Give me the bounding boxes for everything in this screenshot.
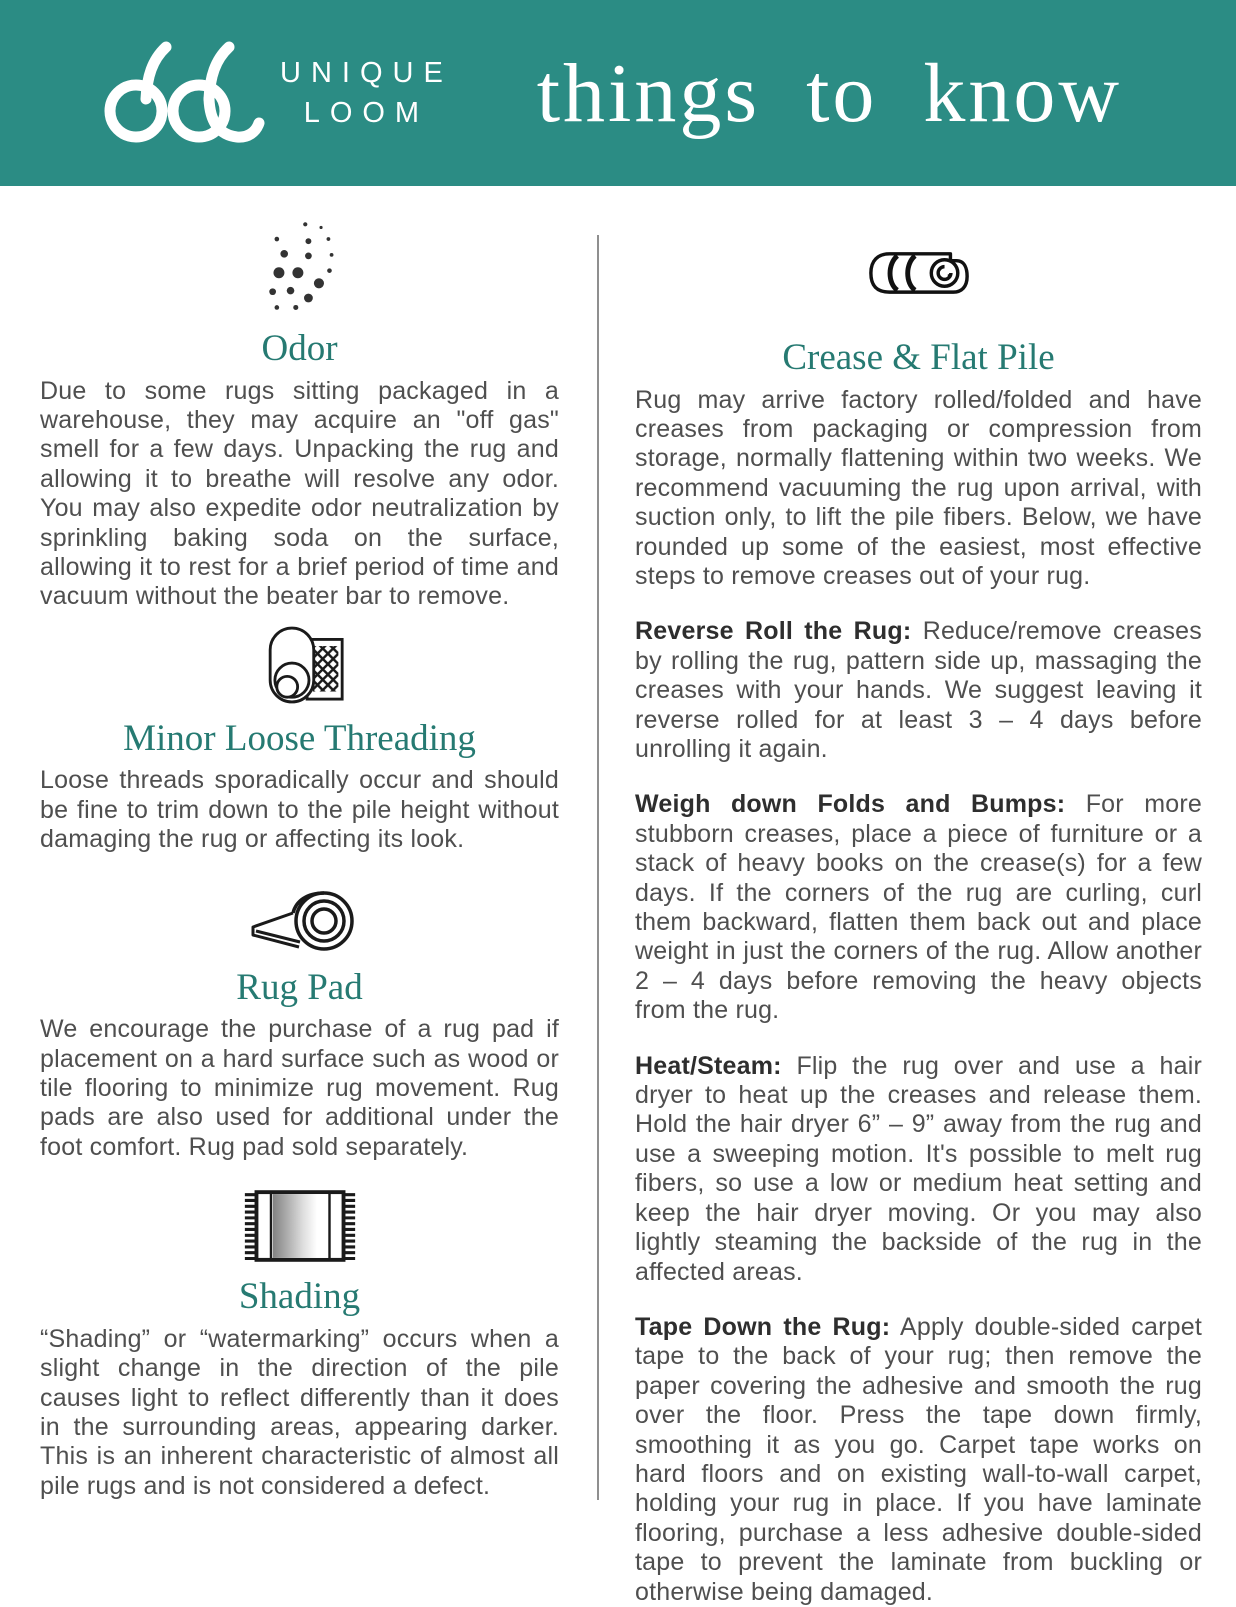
tip-weigh-down [635,790,1202,1025]
section-heading-crease: Crease & Flat Pile [782,337,1055,378]
tip-label-heat-steam: Heat/Steam: [635,1051,782,1080]
section-heading-rug-pad: Rug Pad [236,966,363,1008]
tip-text-tape-down: Apply double-sided carpet tape to the back of your rug; then remove the paper covering the adhesive and smooth the rug over the floor. Press the tape down firmly, smoothing it as you go. Carpet tape works on hard floors and on existing wall-to-wall carpet, holding your rug in place. If you have laminate flooring, purchase a less adhesive double-sided tape to prevent the laminate from buckling or otherwise being damaged. [635,1312,1202,1606]
tip-tape-down [635,1313,1202,1607]
section-heading-shading: Shading [238,1276,361,1318]
section-body-odor: Due to some rugs sitting packaged in a warehouse, they may acquire an "off gas" smell for a few days. Unpacking the rug and allowing it to breathe will resolve any odor. You may also expedite odor neutralization by sprinkling baking soda on the surface, allowing it to rest for a brief period of time and vacuum without the beater bar to remove. [40,376,559,611]
section-intro-crease: Rug may arrive factory rolled/folded and have creases from packaging or compression from storage, normally flattening within two weeks. We recommend vacuuming the rug upon arrival, with suction only, to lift the pile fibers. Below, we have rounded up some of the easiest, most effective steps to remove creases out of your rug. [635,385,1202,590]
unique-loom-logo-icon [96,33,266,153]
section-body-rug-pad: We encourage the purchase of a rug pad if placement on a hard surface such as wood or tile flooring to minimize rug movement. Rug pads are also used for additional under the foot comfort. Rug pad sold separately. [40,1015,559,1161]
rug-pad-roll-icon [244,885,356,957]
section-heading-threading: Minor Loose Threading [123,717,476,759]
left-column [0,186,597,1607]
right-column [597,186,1236,1607]
rolled-rug-side-icon [864,242,974,303]
tip-heat-steam [635,1052,1202,1287]
tip-label-tape-down: Tape Down the Rug: [635,1312,891,1341]
section-body-threading: Loose threads sporadically occur and should be fine to trim down to the pile height without damaging the rug or affecting its look. [40,766,559,854]
header-banner [0,0,1236,186]
tip-label-reverse-roll: Reverse Roll the Rug: [635,617,912,646]
brand-name [280,53,453,133]
brand-logo [96,33,453,153]
odor-dots-icon [262,218,338,318]
section-rug-pad [40,885,559,1163]
section-body-shading: “Shading” or “watermarking” occurs when a slight change in the direction of the pile causes light to reflect differently than it does in the surrounding areas, appearing darker. This is an inherent characteristic of almost all pile rugs and is not considered a defect. [40,1324,559,1500]
section-threading [40,622,559,855]
tip-label-weigh-down: Weigh down Folds and Bumps: [635,790,1066,819]
tip-text-weigh-down: For more stubborn creases, place a piece of furniture or a stack of heavy books on the crease(s) for a few days. If the corners of the rug are curling, curl them backward, flatten them back out and place weight in just the corners of the rug. Allow another 2 – 4 days before removing the heavy objects from the rug. [635,790,1202,1025]
tip-text-heat-steam: Flip the rug over and use a hair dryer to heat up the creases and release them. Hold the hair dryer 6” – 9” away from the rug and use a sweeping motion. It's possible to melt rug fibers, so use a low or medium heat setting and keep the hair dryer moving. Or you may also lightly steaming the backside of the rug in the affected areas. [635,1051,1202,1286]
shaded-rug-icon [241,1186,359,1266]
brand-line2: LOOM [303,97,430,129]
tip-reverse-roll [635,617,1202,764]
content-area [0,186,1236,1607]
unrolling-rug-crosshatch-icon [255,622,345,708]
tip-text-reverse-roll: Reduce/remove creases by rolling the rug, pattern side up, massaging the creases with your hands. We suggest leaving it reverse rolled for at least 3 – 4 days before unrolling it again. [635,617,1202,764]
column-divider [597,235,599,1500]
section-odor [40,218,559,612]
section-shading [40,1186,559,1501]
brand-line1: UNIQUE [280,57,453,89]
section-heading-odor: Odor [261,328,338,369]
page-title: things to know [536,46,1123,140]
section-crease [635,242,1202,1607]
